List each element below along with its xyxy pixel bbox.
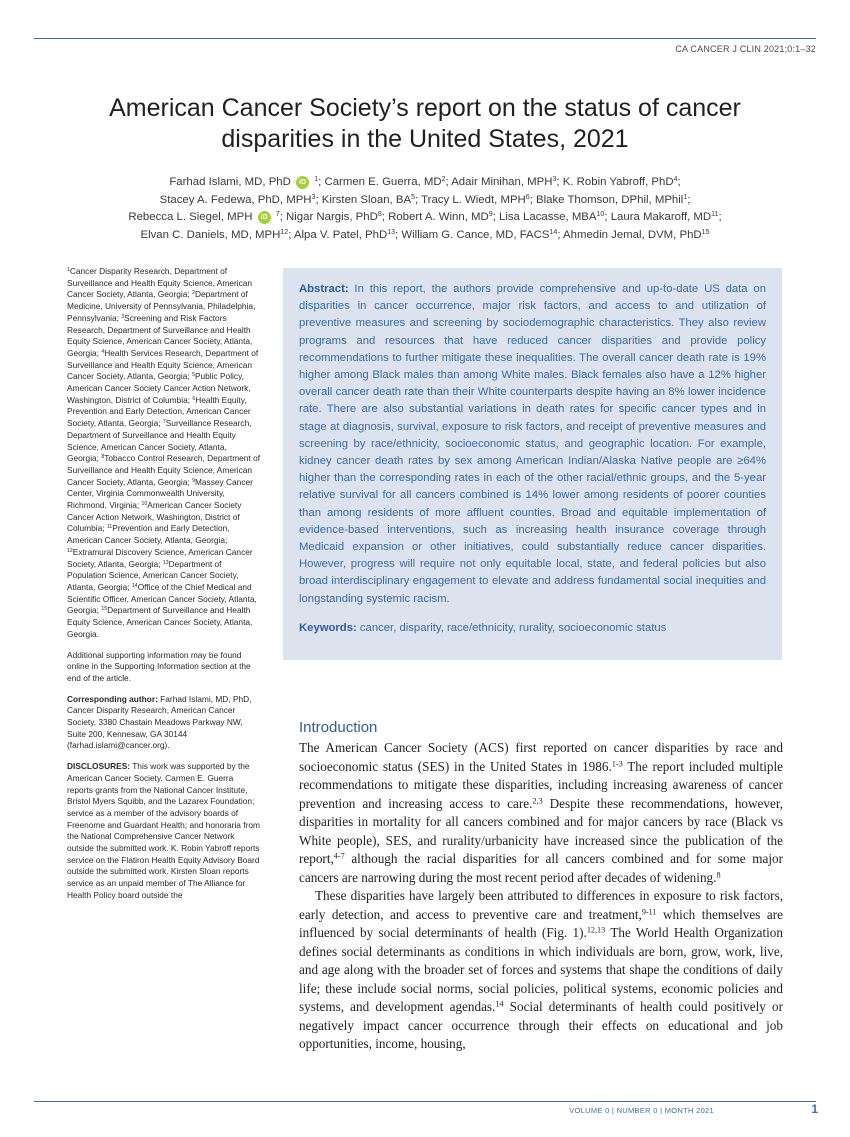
article-title: American Cancer Society’s report on the status of cancer disparities in the United States, 2021 — [109, 94, 741, 153]
affiliation-number: 1 — [67, 267, 70, 274]
affiliation-text: Office of the Chief Medical and Scientific Officer, American Cancer Society, Atlanta, Georgia; — [67, 581, 257, 616]
abstract — [299, 281, 766, 608]
citation-ref[interactable]: 12,13 — [586, 925, 606, 935]
disclosures-text: This work was supported by the American Cancer Society. Carmen E. Guerra reports grants from the National Cancer Institute, Bristol Myers Squibb, and the Lazarex Foundation; service as a member of the advisory boards of Freenome and Guardant Health; and honoraria from the National Comprehensive Cancer Network outside the submitted work. K. Robin Yabroff reports service on the Flatiron Health Equity Advisory Board outside the submitted work. Kirsten Sloan reports service as an unpaid member of The Alliance for Health Policy board outside the — [67, 761, 260, 900]
separator: ; — [718, 211, 722, 223]
affiliation-text: Screening and Risk Factors Research, Department of Surveillance and Health Equity Science, American Cancer Society, Atlanta, Georgia; — [67, 312, 253, 358]
disclosures-label: DISCLOSURES: — [67, 761, 131, 772]
orcid-icon[interactable]: iD — [296, 176, 309, 189]
separator: ; — [687, 193, 691, 206]
affiliation-number: 4 — [101, 349, 105, 356]
author-name: ; William G. Cance, MD, FACS — [395, 228, 550, 241]
affiliation-text: Health Services Research, Department of Surveillance and Health Equity Science, American Cancer Society, Atlanta, Georgia; — [67, 347, 259, 382]
author-name: Stacey A. Fedewa, PhD, MPH — [159, 193, 312, 206]
affiliation-number: 11 — [106, 524, 113, 531]
author-name: ; K. Robin Yabroff, PhD — [556, 176, 674, 188]
text-run: Social determinants of health could positively or negatively impact cancer occurrence through their effects on educational and job opportunities, income, housing, — [299, 999, 783, 1051]
author-name: ; Carmen E. Guerra, MD — [318, 176, 442, 188]
abstract-text: In this report, the authors provide comprehensive and up-to-date US data on disparities in cancer occurrence, major risk factors, and access to and utilization of preventive measures and screening by sociodemographic characteristics. They also review programs and resources that have reduced cancer disparities and provide policy recommendations to further mitigate these inequalities. The overall cancer death rate is 19% higher among Black males than among White males. Black females also have a 12% higher overall cancer death rate than their White counterparts despite having an 8% lower incidence rate. There are also substantial variations in death rates for specific cancer types and in stage at diagnosis, survival, exposure to risk factors, and receipt of preventive measures and screening by race/ethnicity, socioeconomic status, and geographic location. For example, kidney cancer death rates by sex among American Indian/Alaska Native people are ≥64% higher than the corresponding rates in each of the other racial/ethnic groups, and the 5-year relative survival for all cancers combined is 14% lower among residents of poorer counties than among residents of more affluent counties. Broad and equitable implementation of evidence-based interventions, such as increasing health insurance coverage through Medicaid expansion or other initiatives, could substantially reduce cancer disparities. However, progress will require not only equitable local, state, and federal policies but also broad interdisciplinary engagement to elevate and address fundamental social inequities and longstanding systemic racism. — [299, 283, 766, 605]
affiliation-text: Health Equity, Prevention and Early Detection, American Cancer Society, Atlanta, Georgia; — [67, 394, 251, 429]
separator: ; — [677, 176, 681, 188]
affiliation-marker: 12 — [280, 228, 289, 236]
affiliation-number: 13 — [162, 559, 169, 566]
affiliation-marker: 2 — [441, 176, 446, 184]
journal-citation: CA CANCER J CLIN 2021;0:1–32 — [675, 44, 816, 54]
author-name: ; Laura Makaroff, MD — [604, 211, 712, 223]
author-name: ; Ahmedin Jemal, DVM, PhD — [557, 228, 702, 241]
affiliation-text: Department of Medicine, University of Pennsylvania, Philadelphia, Pennsylvania; — [67, 289, 256, 323]
affiliation-number: 10 — [141, 501, 148, 508]
citation-ref[interactable]: 9-11 — [641, 907, 657, 916]
affiliation-marker: 13 — [387, 228, 396, 236]
affiliation-marker: 11 — [711, 211, 719, 219]
keywords-label: Keywords: — [299, 621, 357, 634]
author-line-3 — [70, 209, 780, 227]
author-name: ; Nigar Nargis, PhD — [279, 211, 378, 223]
affiliation-marker: 6 — [525, 193, 530, 201]
affiliation-text: Prevention and Early Detection, American Cancer Society, Atlanta, Georgia; — [67, 523, 230, 546]
affiliation-text: Cancer Disparity Research, Department of Surveillance and Health Equity Science, American Cancer Society, Atlanta, Georgia; — [67, 266, 253, 300]
footer-issue-info: VOLUME 0 | NUMBER 0 | MONTH 2021 — [569, 1106, 714, 1115]
author-name: ; Alpa V. Patel, PhD — [288, 228, 388, 241]
affiliation-text: Department of Population Science, American Cancer Society, Atlanta, Georgia; — [67, 558, 239, 592]
affiliation-marker: 15 — [701, 228, 710, 236]
affiliation-marker: 7 — [275, 211, 280, 219]
affiliation-text: Surveillance Research, Department of Surveillance and Health Equity Science, American Cancer Society, Atlanta, Georgia; — [67, 418, 252, 464]
keywords-text: cancer, disparity, race/ethnicity, rurality, socioeconomic status — [356, 621, 667, 634]
author-line-2 — [70, 192, 780, 210]
page-number: 1 — [811, 1102, 818, 1116]
text-run: Despite these recommendations, however, disparities in mortality for all cancers combined and for major cancers by race (Black vs White people), SES, and rurality/urbanicity have increased since the publication of the report, — [299, 795, 783, 866]
author-name: ; Kirsten Sloan, BA — [315, 193, 412, 206]
affiliation-marker: 5 — [411, 193, 415, 201]
affiliation-number: 14 — [131, 583, 138, 590]
author-line-4 — [70, 227, 780, 245]
author-name: Rebecca L. Siegel, MPH — [128, 211, 253, 223]
abstract-box — [283, 268, 782, 660]
affiliations — [67, 266, 261, 641]
text-run: The report included multiple recommendations to mitigate these disparities, including increasing awareness of cancer prevention and increasing access to care. — [299, 758, 783, 811]
paragraph — [299, 887, 783, 1054]
affiliation-number: 12 — [67, 548, 73, 555]
affiliation-marker: 3 — [311, 193, 316, 201]
affiliation-number: 8 — [101, 454, 105, 461]
author-name: ; Robert A. Winn, MD — [381, 211, 489, 223]
affiliation-text: Extramural Discovery Science, American Cancer Society, Atlanta, Georgia; — [67, 546, 253, 569]
author-name: ; Lisa Lacasse, MBA — [492, 211, 597, 223]
citation-ref[interactable]: 8 — [716, 870, 721, 879]
author-name: Farhad Islami, MD, PhD — [169, 176, 291, 188]
affiliation-text: Public Policy, American Cancer Society Cancer Action Network, Washington, District of Columbia; — [67, 371, 251, 405]
corresponding-text: Farhad Islami, MD, PhD, Cancer Disparity Research, American Cancer Society, 3380 Chastain Meadows Parkway NW, Suite 200, Kennesaw, GA 30144 (farhad.islami@cancer.org). — [67, 693, 252, 751]
affiliation-number: 15 — [101, 606, 108, 613]
author-list — [70, 174, 780, 244]
abstract-label: Abstract: — [299, 283, 349, 295]
author-name: Elvan C. Daniels, MD, MPH — [140, 228, 281, 241]
affiliation-marker: 8 — [377, 211, 382, 219]
affiliation-number: 9 — [192, 477, 195, 484]
affiliation-text: Department of Surveillance and Health Equity Science, American Cancer Society, Atlanta, Georgia. — [67, 605, 253, 639]
citation-ref[interactable]: 4-7 — [333, 851, 345, 861]
text-run: which themselves are influenced by social determinants of health (Fig. 1). — [299, 906, 783, 940]
footer-rule — [34, 1101, 816, 1102]
orcid-icon[interactable]: iD — [258, 211, 271, 224]
affiliation-marker: 10 — [596, 211, 605, 219]
corresponding-label: Corresponding author: — [67, 693, 158, 704]
author-name: ; Blake Thomson, DPhil, MPhil — [529, 193, 684, 206]
affiliation-number: 2 — [192, 290, 195, 297]
author-line-1 — [70, 174, 780, 192]
introduction-body — [299, 739, 783, 1054]
affiliation-number: 7 — [162, 419, 166, 426]
header-rule — [34, 38, 816, 39]
affiliation-marker: 4 — [673, 176, 678, 184]
text-run: although the racial disparities for all cancers combined and for some major cancers are narrowing during the most recent period after decades of widening. — [299, 851, 783, 885]
affiliation-marker: 1 — [683, 193, 688, 201]
affiliation-number: 6 — [192, 395, 196, 402]
corresponding-author — [67, 694, 261, 753]
text-run: These disparities have largely been attributed to differences in exposure to risk factors, early detection, and access to preventive care and treatment, — [299, 888, 783, 922]
affiliation-number: 3 — [121, 313, 125, 320]
section-heading-introduction: Introduction — [299, 719, 378, 736]
disclosures — [67, 761, 261, 901]
affiliation-number: 5 — [192, 372, 195, 379]
affiliation-text: Massey Cancer Center, Virginia Commonwealth University, Richmond, Virginia; — [67, 476, 253, 511]
affiliation-marker: 3 — [552, 176, 557, 184]
affiliation-marker: 14 — [549, 228, 558, 236]
citation-ref[interactable]: 1-3 — [611, 759, 623, 768]
author-name: ; Adair Minihan, MPH — [445, 176, 553, 188]
citation-ref[interactable]: 2,3 — [532, 796, 543, 805]
paragraph — [299, 739, 783, 887]
keywords — [299, 620, 766, 637]
affiliation-text: Tobacco Control Research, Department of Surveillance and Health Equity Science, American Cancer Society, Atlanta, Georgia; — [67, 453, 261, 487]
affiliation-text: American Cancer Society Cancer Action Network, Washington, District of Columbia; — [67, 500, 242, 534]
affiliation-marker: 1 — [314, 176, 319, 184]
supporting-info-note: Additional supporting information may be found online in the Supporting Information section at the end of the article. — [67, 649, 251, 683]
citation-ref[interactable]: 14 — [495, 999, 504, 1009]
sidebar-notes — [67, 266, 261, 911]
text-run: The World Health Organization defines social determinants as conditions in which individuals are born, grow, work, live, and age along with the broader set of forces and systems that shape the conditions of daily life; these include social norms, social policies, political systems, economic policies and systems, and development agendas. — [299, 925, 783, 1014]
affiliation-marker: 9 — [488, 211, 493, 219]
author-name: ; Tracy L. Wiedt, MPH — [415, 193, 526, 206]
text-run: The American Cancer Society (ACS) first reported on cancer disparities by race and socioeconomic status (SES) in the United States in 1986. — [299, 740, 783, 774]
